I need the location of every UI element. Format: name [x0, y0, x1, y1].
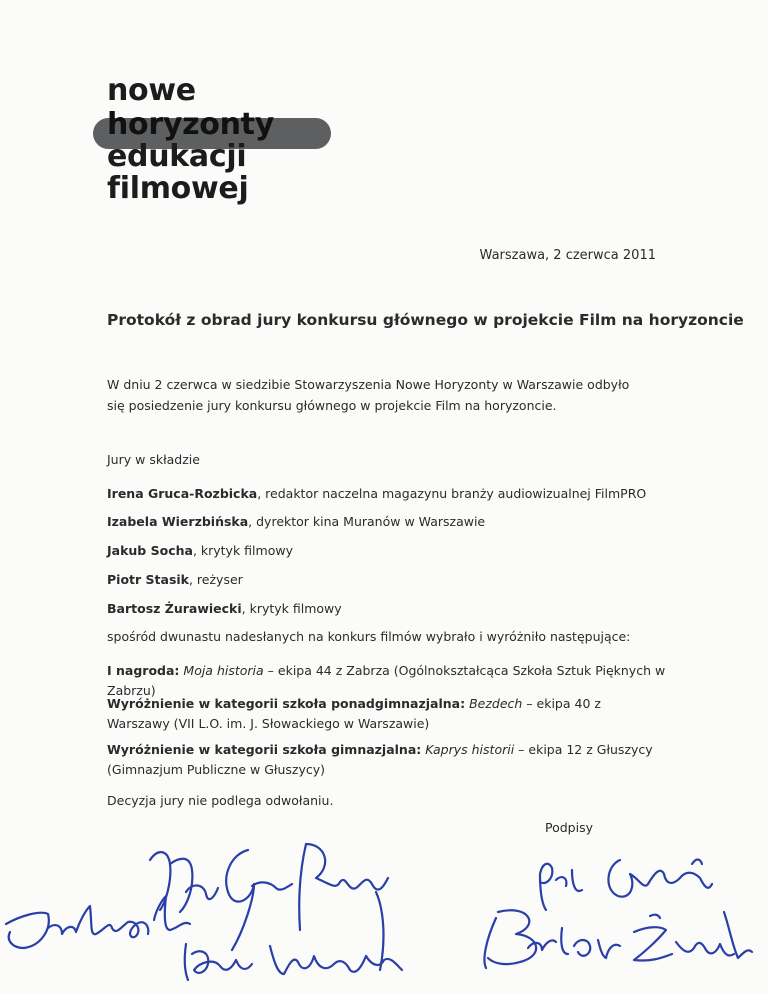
- award-distinction-gymnasium: [107, 740, 667, 780]
- award-details: – ekipa 40 z Warszawy (VII L.O. im. J. Słowackiego w Warszawie): [107, 696, 601, 731]
- logo-line-1: nowe: [107, 73, 196, 108]
- jury-member-role: , dyrektor kina Muranów w Warszawie: [248, 514, 486, 529]
- signature-piotr-stasik: [540, 860, 712, 911]
- jury-member: [107, 514, 485, 529]
- logo-line-2: horyzonty: [107, 107, 274, 142]
- signature-bartosz-zurawiecki: [484, 910, 752, 968]
- award-label: Wyróżnienie w kategorii szkoła gimnazjalna:: [107, 742, 422, 757]
- jury-member: [107, 601, 342, 616]
- jury-member: [107, 486, 646, 501]
- award-film-title: Moja historia: [183, 663, 264, 678]
- logo-line-4: filmowej: [107, 171, 249, 206]
- signature-izabela-wierzbinska: [185, 944, 402, 980]
- jury-member-name: Jakub Socha: [107, 543, 193, 558]
- jury-heading: Jury w składzie: [107, 452, 200, 467]
- intro-paragraph: W dniu 2 czerwca w siedzibie Stowarzyszenia Nowe Horyzonty w Warszawie odbyło się posiedzenie jury konkursu głównego w projekcie Film na horyzoncie.: [107, 377, 630, 413]
- jury-member-role: , krytyk filmowy: [192, 543, 293, 558]
- award-label: Wyróżnienie w kategorii szkoła ponadgimnazjalna:: [107, 696, 466, 711]
- jury-member-name: Irena Gruca-Rozbicka: [107, 486, 258, 501]
- jury-member-name: Izabela Wierzbińska: [107, 514, 249, 529]
- jury-member-name: Piotr Stasik: [107, 572, 189, 587]
- jury-member-role: , krytyk filmowy: [241, 601, 342, 616]
- award-details: – ekipa 44 z Zabrza (Ogólnokształcąca Szkoła Sztuk Pięknych w Zabrzu): [107, 663, 666, 698]
- award-label: I nagroda:: [107, 663, 180, 678]
- signatures-label: Podpisy: [545, 820, 593, 835]
- jury-member: [107, 572, 243, 587]
- document-date: Warszawa, 2 czerwca 2011: [479, 248, 656, 263]
- document-title: Protokół z obrad jury konkursu głównego w projekcie Film na horyzoncie: [107, 311, 744, 329]
- jury-member: [107, 543, 293, 558]
- decision-note: Decyzja jury nie podlega odwołaniu.: [107, 793, 334, 808]
- award-distinction-secondary: [107, 694, 667, 734]
- organization-logo: [107, 73, 347, 206]
- award-film-title: Bezdech: [469, 696, 523, 711]
- jury-member-name: Bartosz Żurawiecki: [107, 601, 242, 616]
- logo-line-3: edukacji: [107, 139, 247, 174]
- award-film-title: Kaprys historii: [425, 742, 515, 757]
- selection-intro: spośród dwunastu nadesłanych na konkurs filmów wybrało i wyróżniło następujące:: [107, 629, 631, 644]
- handwritten-signatures: [0, 830, 768, 994]
- jury-member-role: , redaktor naczelna magazynu branży audiowizualnej FilmPRO: [257, 486, 647, 501]
- jury-member-role: , reżyser: [188, 572, 243, 587]
- award-details: – ekipa 12 z Głuszycy (Gimnazjum Publiczne w Głuszycy): [107, 742, 653, 777]
